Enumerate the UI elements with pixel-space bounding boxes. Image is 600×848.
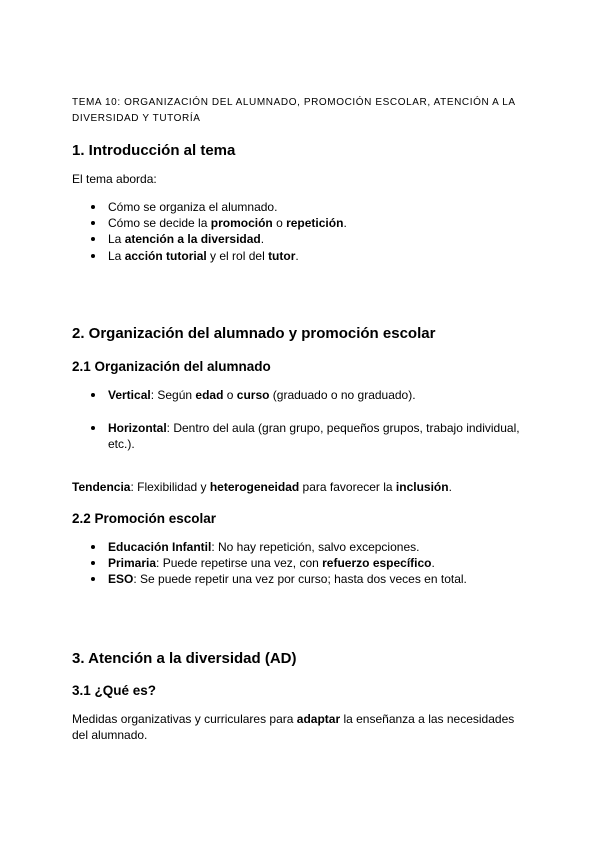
list-item: Primaria: Puede repetirse una vez, con refuerzo específico.: [72, 555, 552, 571]
list-item: Vertical: Según edad o curso (graduado o no graduado).: [72, 387, 532, 403]
topic-heading: [72, 95, 532, 126]
topic-line-2: DIVERSIDAD Y TUTORÍA: [72, 112, 201, 124]
tendency-paragraph: Tendencia: Flexibilidad y heterogeneidad para favorecer la inclusión.: [72, 480, 452, 494]
list-item: Horizontal: Dentro del aula (gran grupo, pequeños grupos, trabajo individual, etc.).: [72, 420, 552, 452]
subsection-3-1-text: Medidas organizativas y curriculares para adaptar la enseñanza a las necesidades del alumnado.: [72, 712, 515, 742]
subsection-2-2-list: [72, 539, 552, 588]
list-item: La atención a la diversidad.: [72, 231, 532, 247]
list-item: ESO: Se puede repetir una vez por curso; hasta dos veces en total.: [72, 571, 552, 587]
section-3-title: 3. Atención a la diversidad (AD): [72, 650, 297, 667]
section-1-list: [72, 199, 532, 264]
subsection-2-1-list: [72, 387, 532, 403]
subsection-2-1-list-cont: [72, 420, 552, 452]
subsection-2-2-title: 2.2 Promoción escolar: [72, 511, 217, 526]
list-item: Educación Infantil: No hay repetición, salvo excepciones.: [72, 539, 552, 555]
subsection-2-1-title: 2.1 Organización del alumnado: [72, 359, 271, 374]
list-item: La acción tutorial y el rol del tutor.: [72, 248, 532, 264]
list-item: Cómo se organiza el alumnado.: [72, 199, 532, 215]
list-item: Cómo se decide la promoción o repetición.: [72, 215, 532, 231]
section-1-intro: El tema aborda:: [72, 172, 157, 186]
subsection-3-1-title: 3.1 ¿Qué es?: [72, 683, 157, 698]
section-1-title: 1. Introducción al tema: [72, 142, 236, 159]
section-2-title: 2. Organización del alumnado y promoción escolar: [72, 325, 436, 342]
topic-line-1: TEMA 10: ORGANIZACIÓN DEL ALUMNADO, PROMOCIÓN ESCOLAR, ATENCIÓN A LA: [72, 97, 516, 108]
